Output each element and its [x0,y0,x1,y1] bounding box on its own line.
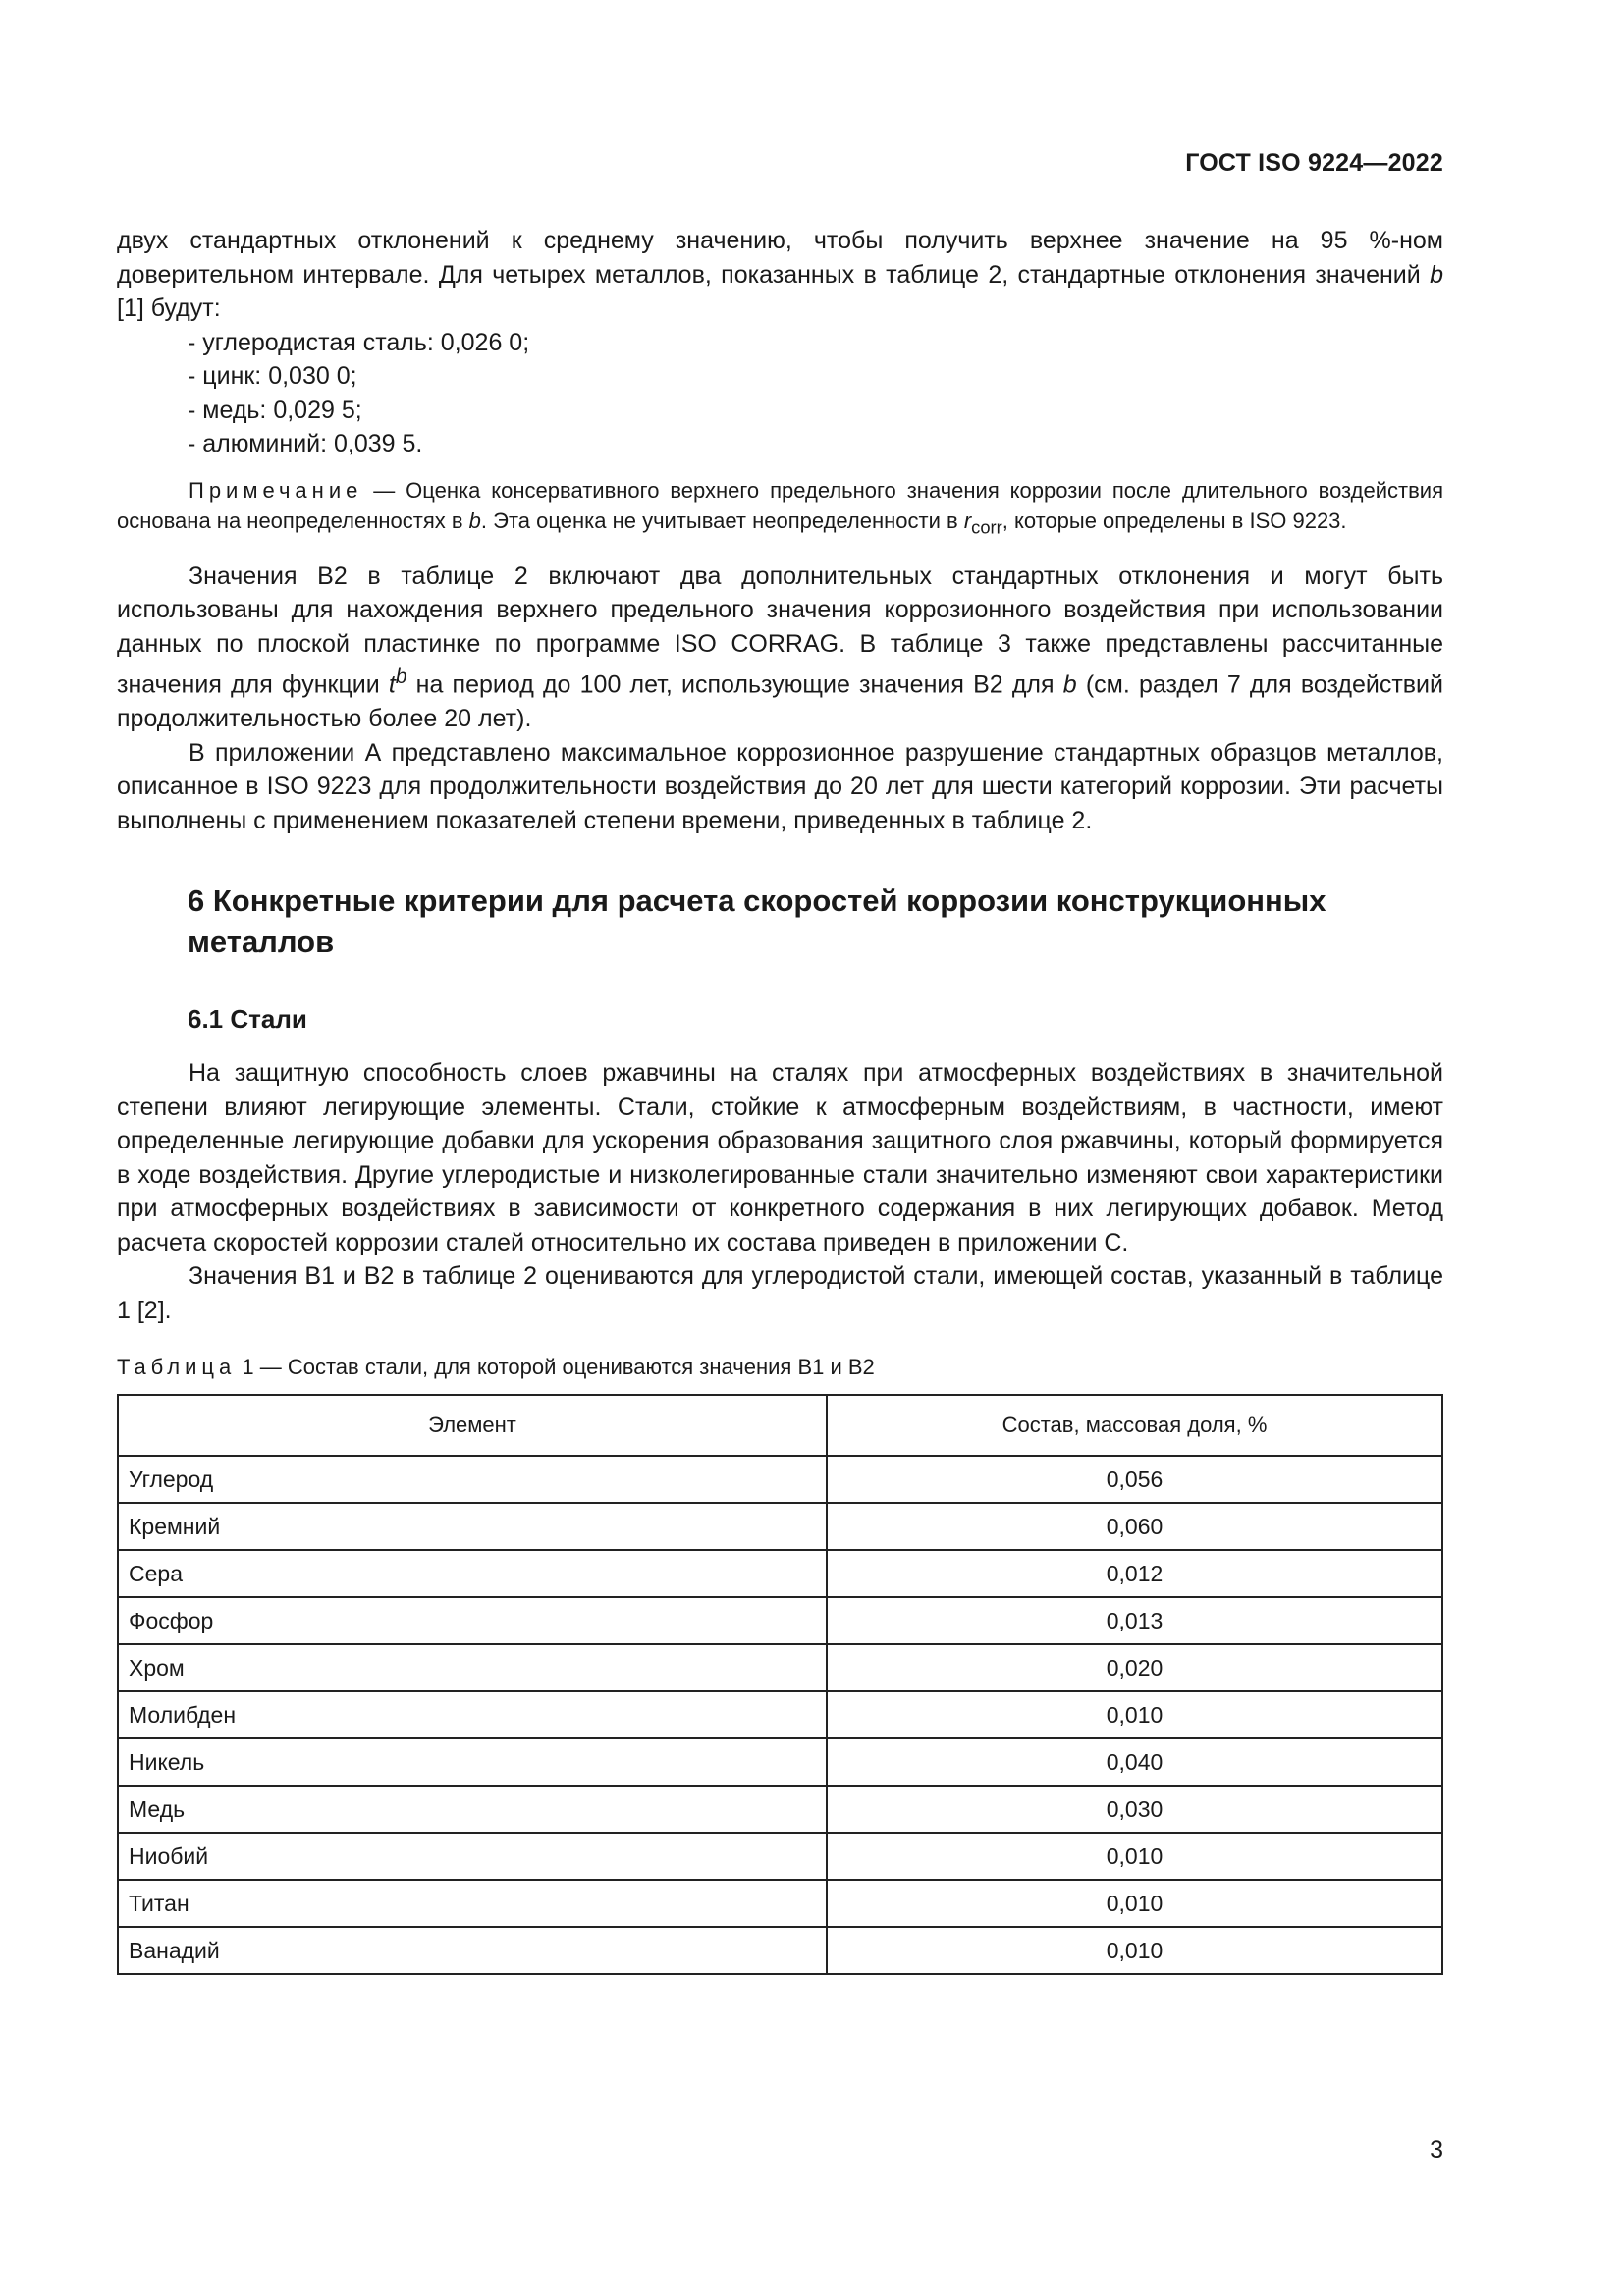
table-row [118,1880,1442,1927]
value-cell: 0,013 [827,1597,1442,1644]
note: Примечание — Оценка консервативного верхнего предельного значения коррозии после длительного воздействия основана на неопределенностях в b. Эта оценка не учитывает неопределенности в $r_{corr}$, которые определены в ISO 9223. [117,477,1443,537]
table-row [118,1644,1442,1691]
list-item: - алюминий: 0,039 5. [188,427,1443,461]
element-cell: Сера [118,1550,827,1597]
element-cell: Хром [118,1644,827,1691]
paragraph-b2: Значения B2 в таблице 2 включают два дополнительных стандартных отклонения и могут быть использованы для нахождения верхнего предельного значения коррозионного воздействия при использовании данных по плоской пластинке по программе ISO CORRAG. В таблице 3 также представлены рассчитанные значения для функции $t^b$ на период до 100 лет, использующие значения B2 для b (см. раздел 7 для воздействий продолжительностью более 20 лет). [117,561,1443,733]
table-row [118,1927,1442,1974]
table-row [118,1738,1442,1786]
composition-table [117,1394,1443,1975]
table-row [118,1691,1442,1738]
value-cell: 0,010 [827,1880,1442,1927]
element-cell: Медь [118,1786,827,1833]
element-cell: Молибден [118,1691,827,1738]
element-cell: Ванадий [118,1927,827,1974]
value-cell: 0,010 [827,1833,1442,1880]
value-cell: 0,056 [827,1456,1442,1503]
list-item: - медь: 0,029 5; [188,394,1443,428]
table-header-row [118,1395,1442,1456]
table-caption: Таблица 1 — Состав стали, для которой оцениваются значения B1 и B2 [117,1355,875,1380]
table-row [118,1550,1442,1597]
element-cell: Фосфор [118,1597,827,1644]
document-body [117,224,1443,1975]
list-item: - цинк: 0,030 0; [188,359,1443,394]
intro-paragraph: двух стандартных отклонений к среднему значению, чтобы получить верхнее значение на 95 %-ном доверительном интервале. Для четырех металлов, показанных в таблице 2, стандартные отклонения значений b [1] будут: [117,227,1443,322]
table-row [118,1503,1442,1550]
element-cell: Титан [118,1880,827,1927]
column-header-composition: Состав, массовая доля, % [827,1395,1442,1456]
std-dev-list [117,326,1443,461]
element-cell: Никель [118,1738,827,1786]
value-cell: 0,020 [827,1644,1442,1691]
paragraph-table-ref: Значения B1 и B2 в таблице 2 оцениваются для углеродистой стали, имеющей состав, указанный в таблице 1 [2]. [117,1262,1443,1324]
table-row [118,1786,1442,1833]
document-header: ГОСТ ISO 9224—2022 [1185,149,1443,177]
table-row [118,1456,1442,1503]
element-cell: Кремний [118,1503,827,1550]
value-cell: 0,040 [827,1738,1442,1786]
list-item: - углеродистая сталь: 0,026 0; [188,326,1443,360]
paragraph-annex: В приложении А представлено максимальное коррозионное разрушение стандартных образцов металлов, описанное в ISO 9223 для продолжительности воздействия до 20 лет для шести категорий коррозии. Эти расчеты выполнены с применением показателей степени времени, приведенных в таблице 2. [117,738,1443,834]
value-cell: 0,010 [827,1927,1442,1974]
value-cell: 0,060 [827,1503,1442,1550]
value-cell: 0,010 [827,1691,1442,1738]
section-6-title: 6 Конкретные критерии для расчета скоростей коррозии конструкционных металлов [188,883,1326,960]
value-cell: 0,012 [827,1550,1442,1597]
element-cell: Ниобий [118,1833,827,1880]
table-row [118,1597,1442,1644]
value-cell: 0,030 [827,1786,1442,1833]
element-cell: Углерод [118,1456,827,1503]
page-number: 3 [1430,2136,1443,2163]
section-6-1-title: 6.1 Стали [188,1004,307,1035]
column-header-element: Элемент [118,1395,827,1456]
table-row [118,1833,1442,1880]
paragraph-steels: На защитную способность слоев ржавчины на сталях при атмосферных воздействиях в значительной степени влияют легирующие элементы. Стали, стойкие к атмосферным воздействиям, в частности, имеют определенные легирующие добавки для ускорения образования защитного слоя ржавчины, который формируется в ходе воздействия. Другие углеродистые и низколегированные стали значительно изменяют свои характеристики при атмосферных воздействиях в зависимости от конкретного содержания в них легирующих добавок. Метод расчета скоростей коррозии сталей относительно их состава приведен в приложении С. [117,1059,1443,1256]
